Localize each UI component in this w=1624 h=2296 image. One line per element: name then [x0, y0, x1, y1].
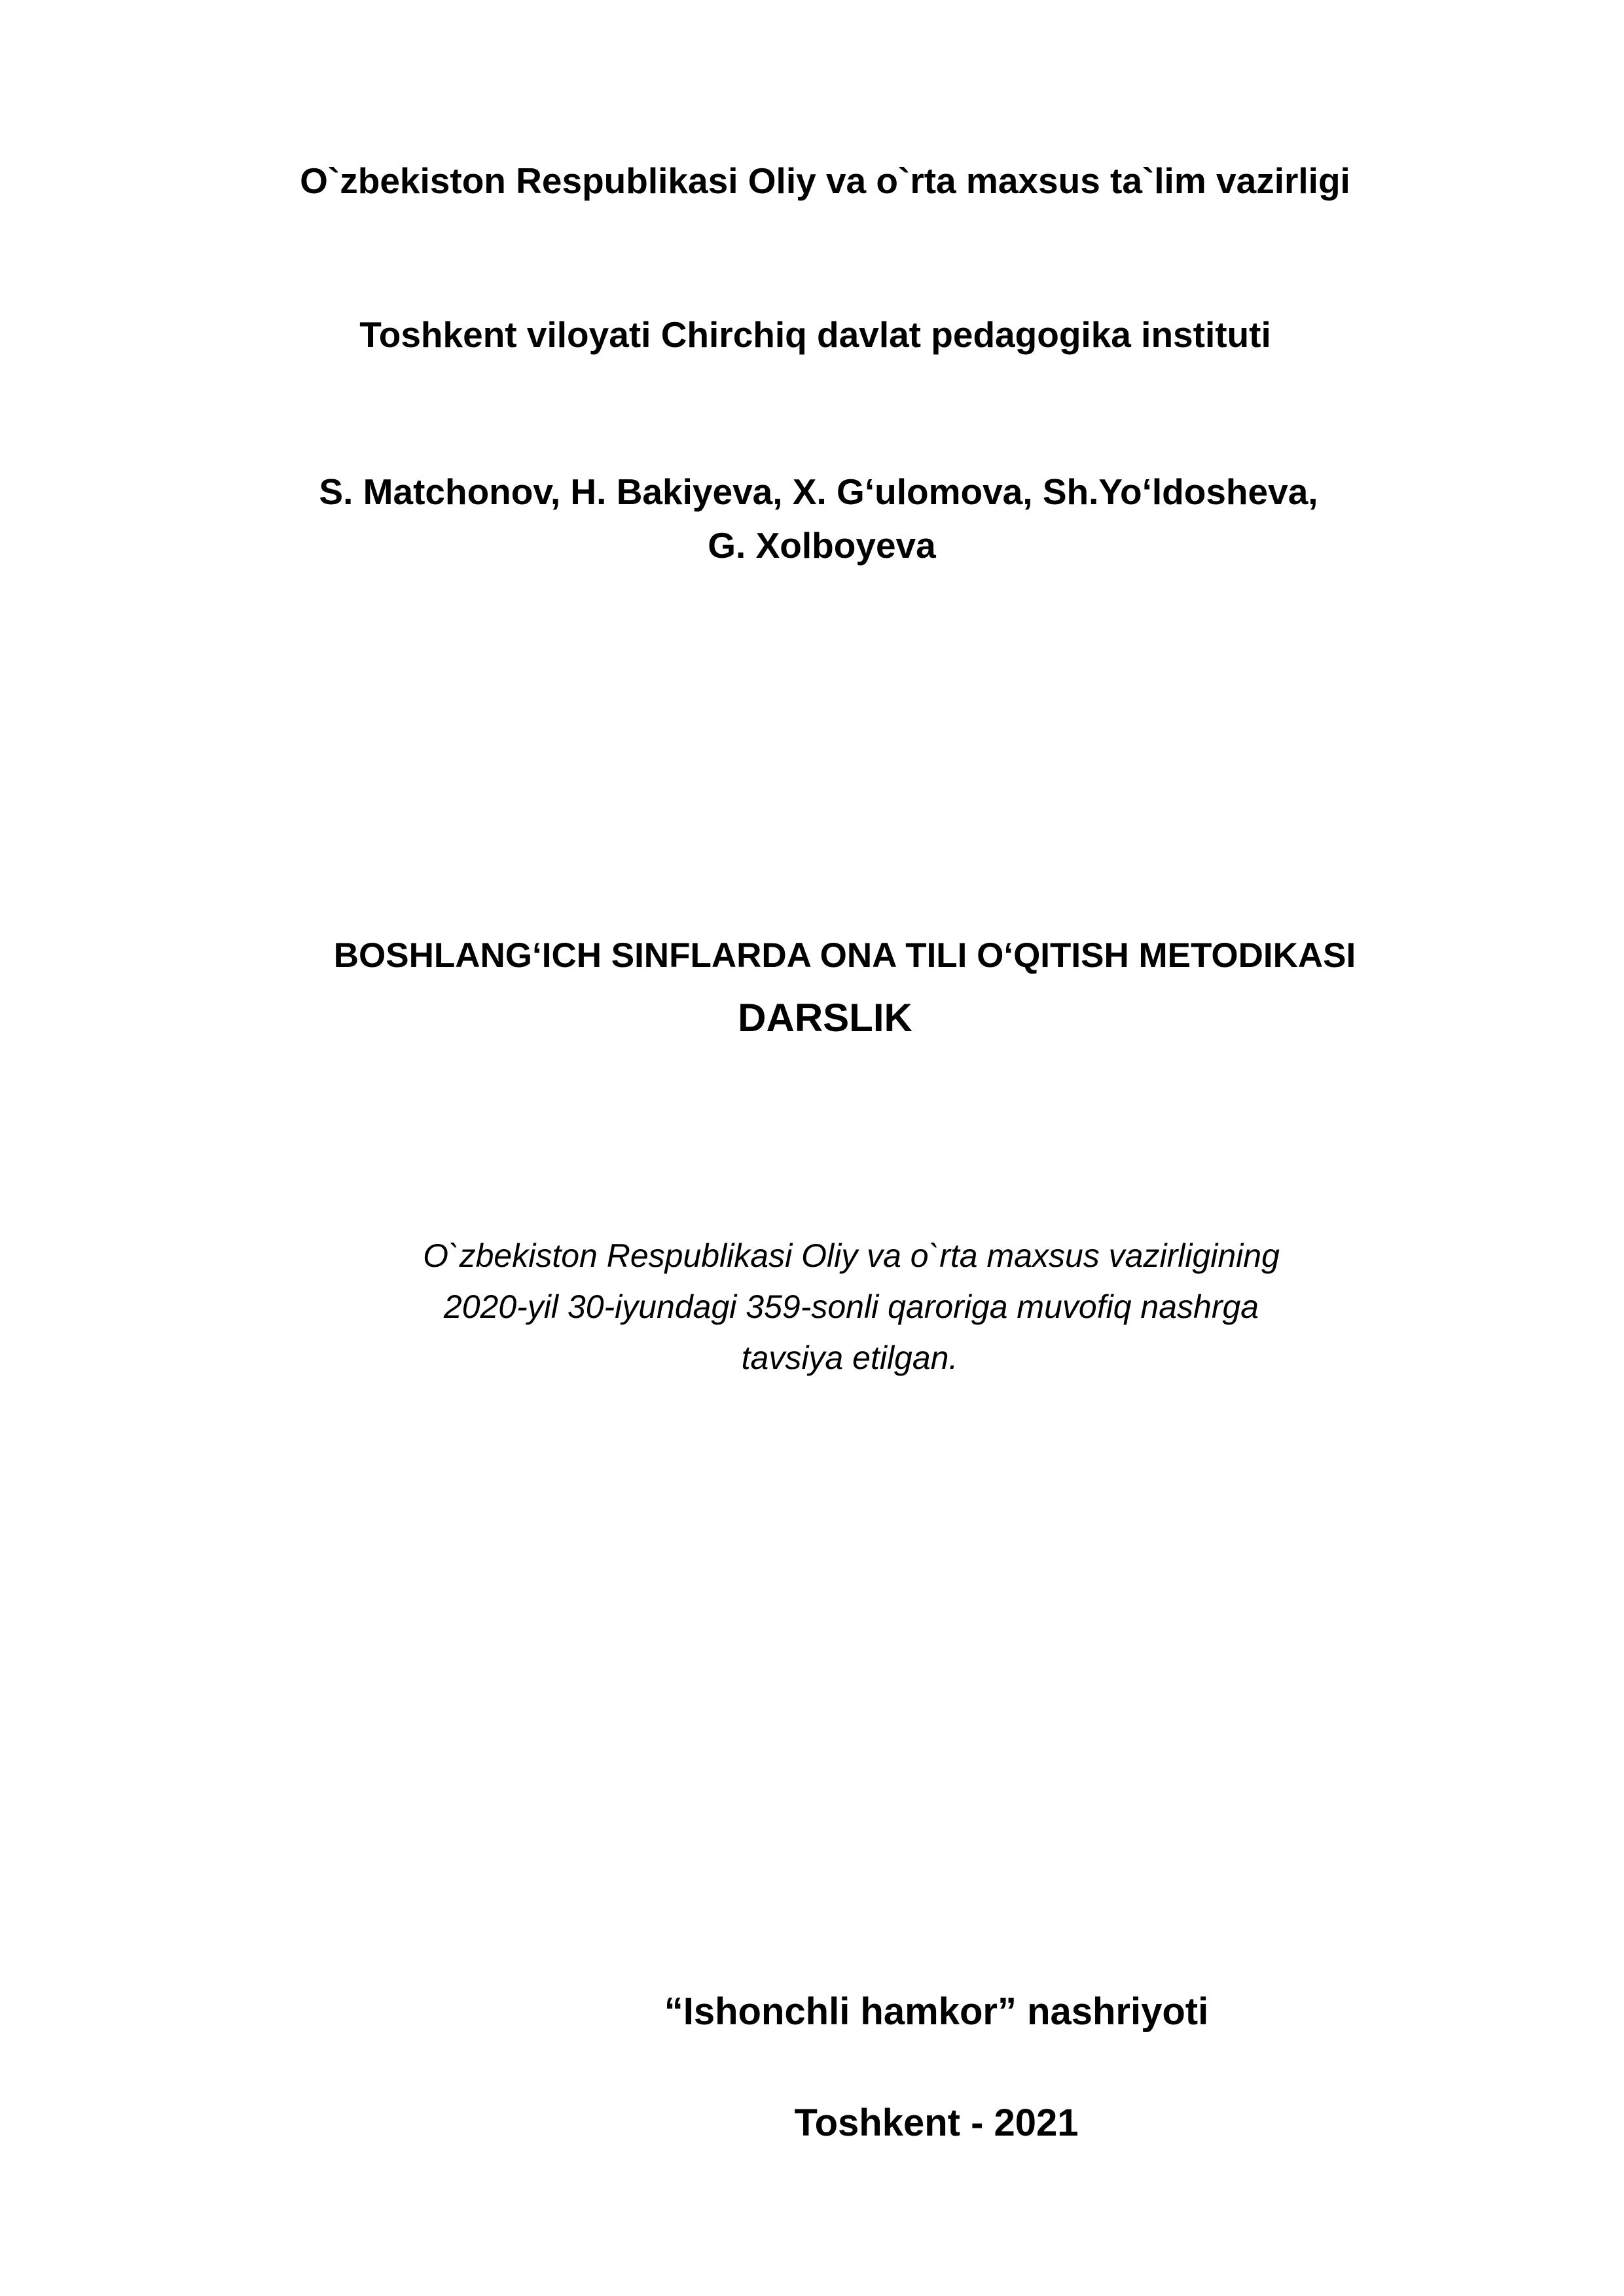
book-type: DARSLIK [738, 996, 912, 1040]
institute-name: Toshkent viloyati Chirchiq davlat pedagogika instituti [359, 314, 1271, 355]
approval-line-2: 2020-yil 30-iyundagi 359-sonli qaroriga muvofiq nashrga [443, 1288, 1259, 1325]
city-year: Toshkent - 2021 [794, 2102, 1079, 2144]
authors-line-1: S. Matchonov, H. Bakiyeva, X. G‘ulomova, Sh.Yo‘ldosheva, [319, 471, 1318, 512]
authors-line-2: G. Xolboyeva [708, 525, 936, 566]
publisher-name: “Ishonchli hamkor” nashriyoti [664, 1990, 1209, 2033]
ministry-name: O`zbekiston Respublikasi Oliy va o`rta maxsus ta`lim vazirligi [300, 160, 1350, 201]
approval-line-1: O`zbekiston Respublikasi Oliy va o`rta maxsus vazirligining [423, 1237, 1280, 1274]
approval-line-3: tavsiya etilgan. [741, 1339, 958, 1376]
book-title: BOSHLANG‘ICH SINFLARDA ONA TILI O‘QITISH METODIKASI [333, 936, 1356, 975]
